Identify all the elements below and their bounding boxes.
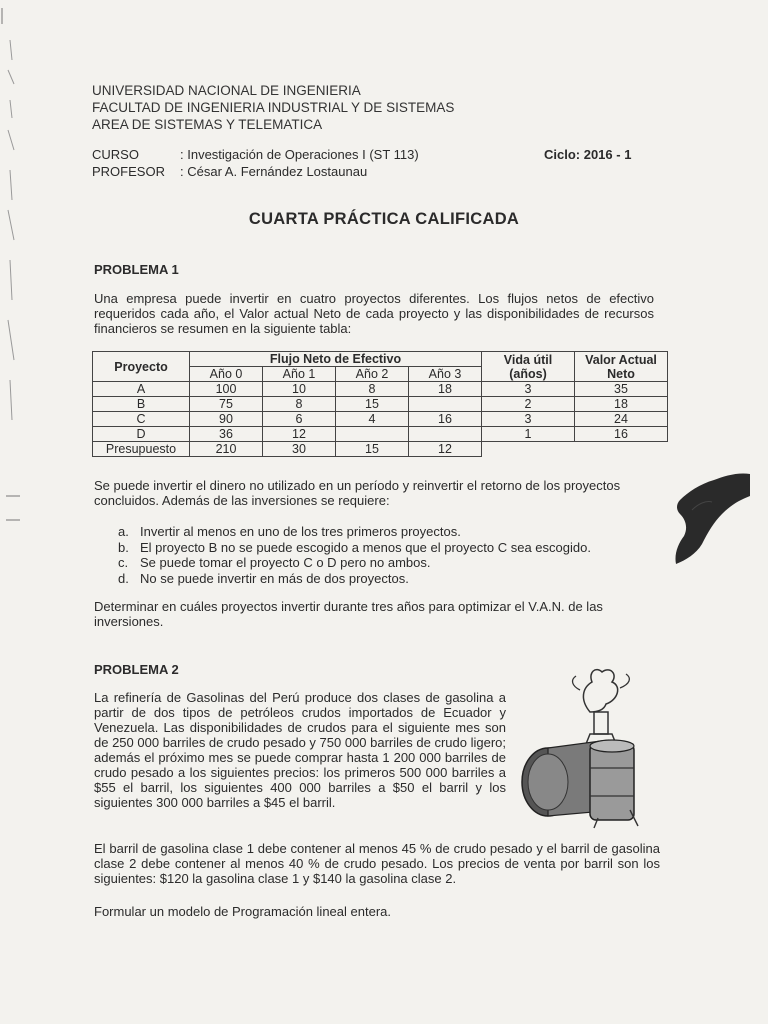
cell-year2: 8 [336,382,409,397]
problem2-paragraph2: El barril de gasolina clase 1 debe contener al menos 45 % de crudo pesado y el barril de gasolina clase 2 debe contener al menos 40 % de crudo pesado. Los precios de venta por barril son los siguientes: $120 la gasolina clase 1 y $140 la gasolina clase 2. [94,841,660,886]
cell-year1: 30 [263,442,336,457]
professor-row [92,163,652,180]
course-info [92,146,652,180]
header-npv: Valor Actual Neto [575,352,668,382]
faculty-name: FACULTAD DE INGENIERIA INDUSTRIAL Y DE SISTEMAS [92,100,455,115]
course-label: CURSO [92,147,139,162]
professor-label: PROFESOR [92,164,165,179]
cell-life [482,442,575,457]
cell-life: 3 [482,382,575,397]
list-text: No se puede invertir en más de dos proyectos. [140,570,409,586]
university-name: UNIVERSIDAD NACIONAL DE INGENIERIA [92,83,361,98]
cell-npv: 18 [575,397,668,412]
cell-year0: 100 [190,382,263,397]
cell-year3: 12 [409,442,482,457]
cell-year0: 210 [190,442,263,457]
problem1-heading: PROBLEMA 1 [94,262,179,277]
list-item [118,555,658,571]
list-marker: d. [118,570,129,586]
cell-project: A [93,382,190,397]
cell-year1: 10 [263,382,336,397]
header-project: Proyecto [93,352,190,382]
list-marker: c. [118,555,129,571]
cell-year1: 6 [263,412,336,427]
cell-year0: 36 [190,427,263,442]
page-title: CUARTA PRÁCTICA CALIFICADA [248,210,520,228]
header-year3: Año 3 [409,367,482,382]
header-year0: Año 0 [190,367,263,382]
cell-life: 3 [482,412,575,427]
header-year1: Año 1 [263,367,336,382]
list-text: El proyecto B no se puede escogido a menos que el proyecto C sea escogido. [140,539,591,555]
list-marker: b. [118,539,129,555]
conditions-list [118,524,658,586]
cell-year3 [409,427,482,442]
list-item [118,540,658,556]
cell-year3: 16 [409,412,482,427]
institution-header [92,82,454,133]
cell-project: Presupuesto [93,442,190,457]
list-item [118,571,658,587]
problem2-task: Formular un modelo de Programación lineal entera. [94,904,391,919]
area-name: AREA DE SISTEMAS Y TELEMATICA [92,117,323,132]
list-item [118,524,658,540]
problem2-heading: PROBLEMA 2 [94,662,179,677]
problem1-after-table: Se puede invertir el dinero no utilizado en un período y reinvertir el retorno de los proyectos concluidos. Además de las inversiones se requiere: [94,478,621,508]
cell-npv: 24 [575,412,668,427]
header-useful-life: Vida útil (años) [482,352,575,382]
cell-year1: 8 [263,397,336,412]
problem1-question: Determinar en cuáles proyectos invertir durante tres años para optimizar el V.A.N. de las inversiones. [94,599,603,629]
cell-year1: 12 [263,427,336,442]
table-row [93,412,668,427]
cell-year3 [409,397,482,412]
table-row [93,427,668,442]
cell-year2: 15 [336,397,409,412]
header-cash-flow: Flujo Neto de Efectivo [190,352,482,367]
cash-flow-table [92,351,668,457]
cell-year0: 75 [190,397,263,412]
header-year2: Año 2 [336,367,409,382]
cell-life: 1 [482,427,575,442]
list-text: Se puede tomar el proyecto C o D pero no ambos. [140,555,431,571]
table-row [93,382,668,397]
problem2-paragraph1: La refinería de Gasolinas del Perú produce dos clases de gasolina a partir de dos tipos de petróleos crudos importados de Ecuador y Venezuela. Las disponibilidades de crudos para el siguiente mes son de 250 000 barriles de crudo pesado y 750 000 barriles de crudo ligero; además el próximo mes se puede comprar hasta 1 200 000 barriles de crudo pesado a los siguientes precios: los primeros 500 000 barriles a $55 el barril, los siguientes 400 000 barriles a $50 el barril y los siguientes 300 000 barriles a $45 el barril. [94,690,506,810]
margin-scribbles-icon [0,0,40,560]
cell-year2: 15 [336,442,409,457]
cell-npv [575,442,668,457]
cell-npv: 35 [575,382,668,397]
cycle-label: Ciclo: 2016 - 1 [544,147,632,162]
cell-project: B [93,397,190,412]
professor-value: : César A. Fernández Lostaunau [180,164,368,179]
cell-project: C [93,412,190,427]
cell-year2 [336,427,409,442]
table-row [93,397,668,412]
ink-blot-icon [662,470,752,570]
cell-npv: 16 [575,427,668,442]
oil-barrels-illustration-icon [520,660,660,835]
cell-project: D [93,427,190,442]
list-text: Invertir al menos en uno de los tres primeros proyectos. [140,524,461,539]
problem1-intro: Una empresa puede invertir en cuatro proyectos diferentes. Los flujos netos de efectivo requeridos cada año, el Valor actual Neto de cada proyecto y las disponibilidades de recursos financieros se resumen en la siguiente tabla: [94,291,654,336]
cell-year2: 4 [336,412,409,427]
list-marker: a. [118,524,129,539]
course-value: : Investigación de Operaciones I (ST 113) [180,147,419,162]
cell-year0: 90 [190,412,263,427]
table-row [93,442,668,457]
cell-year3: 18 [409,382,482,397]
cell-life: 2 [482,397,575,412]
